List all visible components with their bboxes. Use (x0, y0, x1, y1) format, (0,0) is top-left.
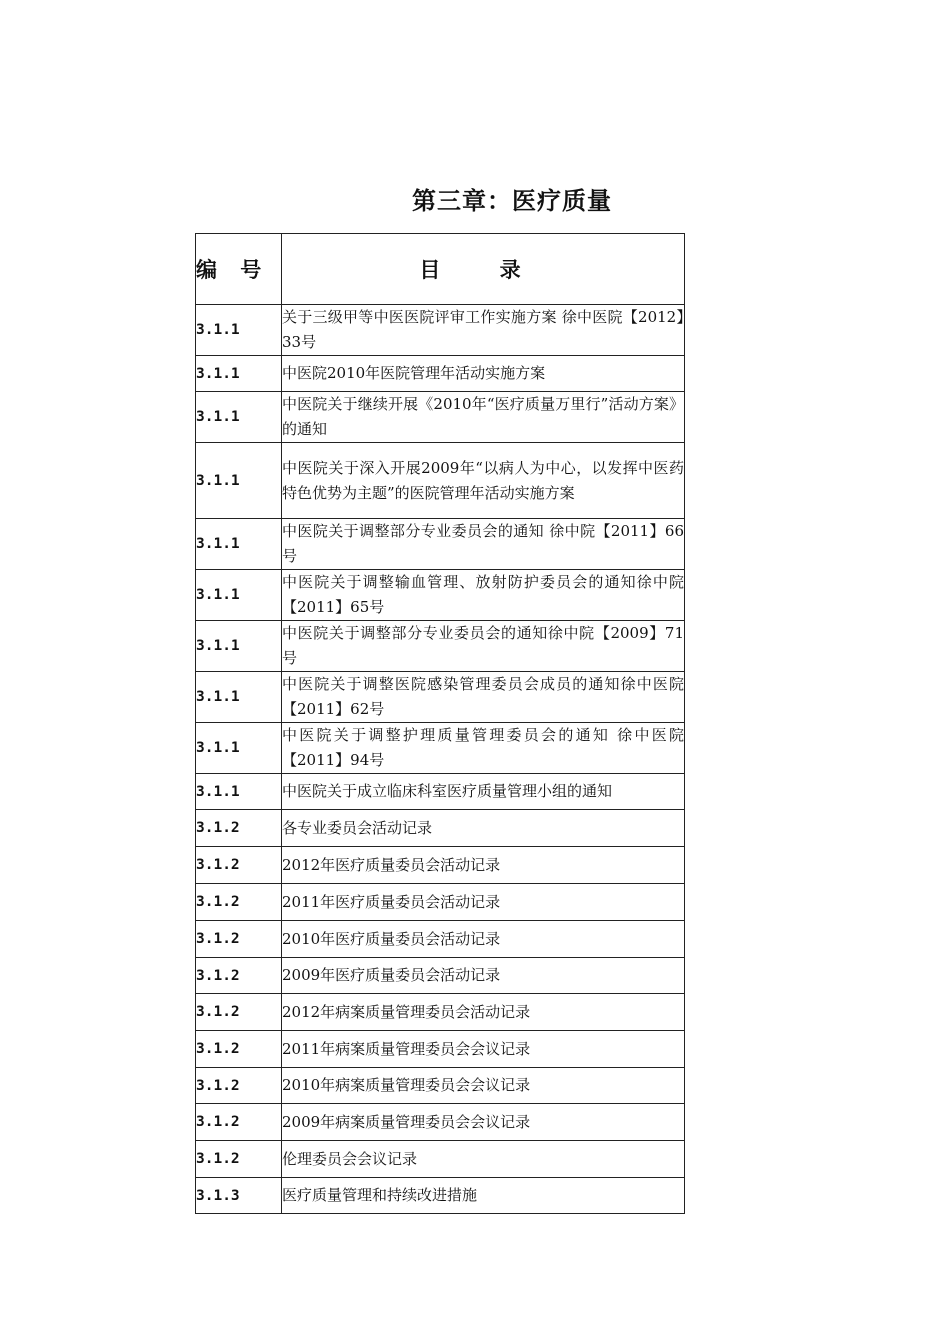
row-entry: 中医院关于调整部分专业委员会的通知徐中院【2009】71号 (282, 621, 685, 672)
table-row (196, 774, 685, 810)
row-entry: 中医院关于继续开展《2010年“医疗质量万里行”活动方案》的通知 (282, 392, 685, 443)
row-entry: 中医院关于调整部分专业委员会的通知 徐中院【2011】66号 (282, 519, 685, 570)
row-entry: 中医院关于调整输血管理、放射防护委员会的通知徐中院【2011】65号 (282, 570, 685, 621)
row-number: 3.1.2 (196, 1104, 282, 1141)
header-number: 编 号 (196, 234, 282, 305)
row-entry: 关于三级甲等中医医院评审工作实施方案 徐中医院【2012】33号 (282, 305, 685, 356)
row-entry: 中医院2010年医院管理年活动实施方案 (282, 356, 685, 392)
table-row (196, 305, 685, 356)
row-number: 3.1.2 (196, 1141, 282, 1178)
row-number: 3.1.1 (196, 723, 282, 774)
row-number: 3.1.2 (196, 921, 282, 958)
row-number: 3.1.2 (196, 994, 282, 1031)
table-row (196, 884, 685, 921)
row-number: 3.1.2 (196, 884, 282, 921)
table-row (196, 672, 685, 723)
table-row (196, 392, 685, 443)
row-entry: 2012年病案质量管理委员会活动记录 (282, 994, 685, 1031)
row-entry: 医疗质量管理和持续改进措施 (282, 1178, 685, 1214)
row-number: 3.1.1 (196, 305, 282, 356)
table-row (196, 570, 685, 621)
row-entry: 各专业委员会活动记录 (282, 810, 685, 847)
row-number: 3.1.2 (196, 1031, 282, 1068)
row-entry: 中医院关于深入开展2009年“以病人为中心，以发挥中医药特色优势为主题”的医院管理年活动实施方案 (282, 443, 685, 519)
table-row (196, 847, 685, 884)
table-row (196, 356, 685, 392)
row-number: 3.1.2 (196, 1068, 282, 1104)
header-contents: 目 录 (282, 234, 685, 305)
row-entry: 中医院关于成立临床科室医疗质量管理小组的通知 (282, 774, 685, 810)
row-entry: 2009年病案质量管理委员会会议记录 (282, 1104, 685, 1141)
row-entry: 2010年医疗质量委员会活动记录 (282, 921, 685, 958)
row-number: 3.1.1 (196, 672, 282, 723)
row-number: 3.1.1 (196, 621, 282, 672)
row-entry: 2011年医疗质量委员会活动记录 (282, 884, 685, 921)
table-row (196, 921, 685, 958)
row-number: 3.1.1 (196, 774, 282, 810)
toc-table (195, 233, 685, 1214)
row-entry: 2012年医疗质量委员会活动记录 (282, 847, 685, 884)
table-row (196, 1031, 685, 1068)
table-row (196, 443, 685, 519)
table-row (196, 1178, 685, 1214)
row-number: 3.1.1 (196, 570, 282, 621)
row-entry: 中医院关于调整医院感染管理委员会成员的通知徐中医院【2011】62号 (282, 672, 685, 723)
table-row (196, 810, 685, 847)
table-row (196, 519, 685, 570)
table-row (196, 723, 685, 774)
row-number: 3.1.2 (196, 958, 282, 994)
row-entry: 伦理委员会会议记录 (282, 1141, 685, 1178)
table-row (196, 1104, 685, 1141)
row-number: 3.1.1 (196, 392, 282, 443)
row-entry: 2009年医疗质量委员会活动记录 (282, 958, 685, 994)
row-entry: 中医院关于调整护理质量管理委员会的通知 徐中医院【2011】94号 (282, 723, 685, 774)
table-row (196, 958, 685, 994)
table-row (196, 1141, 685, 1178)
table-row (196, 1068, 685, 1104)
row-number: 3.1.1 (196, 443, 282, 519)
table-row (196, 994, 685, 1031)
row-number: 3.1.1 (196, 356, 282, 392)
row-entry: 2010年病案质量管理委员会会议记录 (282, 1068, 685, 1104)
toc-body (196, 305, 685, 1214)
row-number: 3.1.1 (196, 519, 282, 570)
row-number: 3.1.2 (196, 847, 282, 884)
row-number: 3.1.2 (196, 810, 282, 847)
row-number: 3.1.3 (196, 1178, 282, 1214)
table-header-row (196, 234, 685, 305)
page-title: 第三章：医疗质量 (412, 187, 612, 215)
table-row (196, 621, 685, 672)
row-entry: 2011年病案质量管理委员会会议记录 (282, 1031, 685, 1068)
